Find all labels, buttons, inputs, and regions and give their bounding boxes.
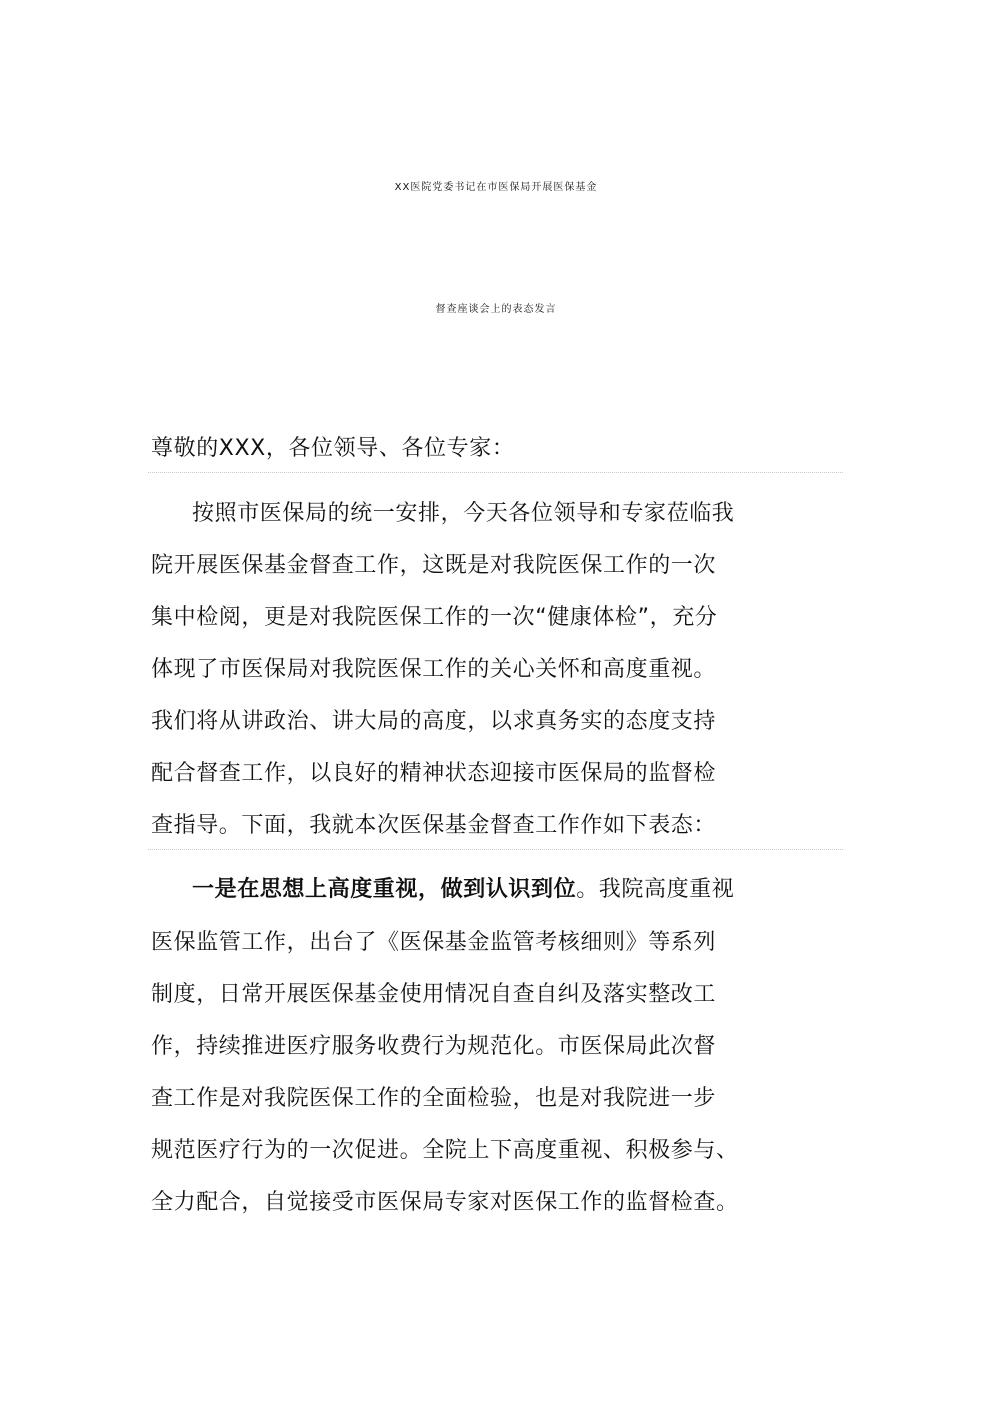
divider <box>148 849 843 850</box>
paragraph1-line: 查指导。下面，我就本次医保基金督查工作作如下表态： <box>151 813 717 838</box>
divider <box>148 472 843 473</box>
paragraph1-line: 集中检阅，更是对我院医保工作的一次“健康体检”，充分 <box>151 605 718 630</box>
paragraph2-line: 查工作是对我院医保工作的全面检验，也是对我院进一步 <box>151 1086 717 1111</box>
salutation: 尊敬的XXX，各位领导、各位专家： <box>151 436 515 461</box>
paragraph2-line: 全力配合，自觉接受市医保局专家对医保工作的监督检查。 <box>151 1190 739 1215</box>
paragraph2-line: 作，持续推进医疗服务收费行为规范化。市医保局此次督 <box>151 1034 717 1059</box>
paragraph1-line: 配合督查工作，以良好的精神状态迎接市医保局的监督检 <box>151 761 717 786</box>
title-line-1: XX医院党委书记在市医保局开展医保基金 <box>394 182 598 193</box>
paragraph1-line: 体现了市医保局对我院医保工作的关心关怀和高度重视。 <box>151 657 717 682</box>
paragraph2-line: 制度，日常开展医保基金使用情况自查自纠及落实整改工 <box>151 982 717 1007</box>
paragraph1-line: 院开展医保基金督查工作，这既是对我院医保工作的一次 <box>151 553 717 578</box>
paragraph2-heading: 一是在思想上高度重视，做到认识到位 <box>192 877 577 902</box>
paragraph2-first-rest: 。我院高度重视 <box>576 877 735 902</box>
paragraph2-first-line <box>192 875 734 905</box>
paragraph1-line: 按照市医保局的统一安排，今天各位领导和专家莅临我 <box>192 501 735 526</box>
paragraph1-line: 我们将从讲政治、讲大局的高度，以求真务实的态度支持 <box>151 709 717 734</box>
paragraph2-line: 规范医疗行为的一次促进。全院上下高度重视、积极参与、 <box>151 1138 739 1163</box>
paragraph2-line: 医保监管工作，出台了《医保基金监管考核细则》等系列 <box>151 930 717 955</box>
title-line-2: 督查座谈会上的表态发言 <box>435 304 557 315</box>
